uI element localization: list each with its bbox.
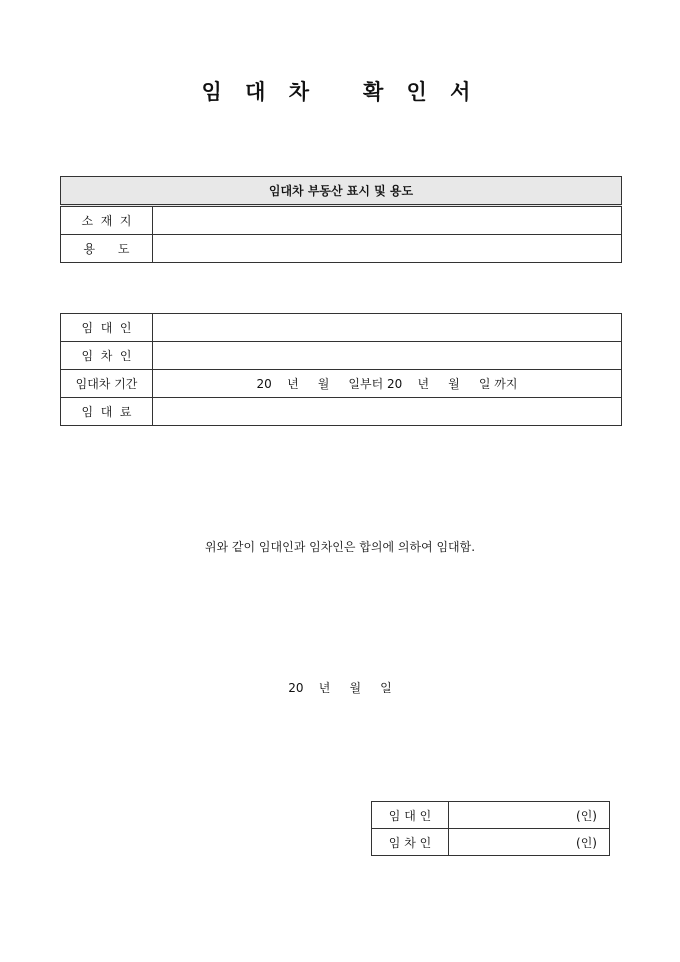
signature-lessee-label: 임 차 인 — [372, 829, 449, 856]
lease-period-field[interactable]: 20 년 월 일부터 20 년 월 일 까지 — [153, 370, 622, 398]
property-table — [60, 176, 622, 263]
signature-lessor-seal[interactable]: (인) — [449, 802, 610, 829]
signature-lessee-seal[interactable]: (인) — [449, 829, 610, 856]
lessee-field[interactable] — [153, 342, 622, 370]
lessor-label: 임 대 인 — [61, 314, 153, 342]
signature-lessor-label: 임 대 인 — [372, 802, 449, 829]
usage-field[interactable] — [153, 235, 622, 263]
parties-table — [60, 313, 622, 426]
location-label: 소 재 지 — [61, 206, 153, 235]
agreement-statement: 위와 같이 임대인과 임차인은 합의에 의하여 임대함. — [204, 540, 476, 554]
rent-field[interactable] — [153, 398, 622, 426]
lessor-field[interactable] — [153, 314, 622, 342]
signature-table — [371, 801, 610, 856]
rent-label: 임 대 료 — [61, 398, 153, 426]
date-line: 20 년 월 일 — [288, 681, 392, 695]
property-table-header: 임대차 부동산 표시 및 용도 — [61, 177, 622, 206]
lessee-label: 임 차 인 — [61, 342, 153, 370]
usage-label: 용 도 — [61, 235, 153, 263]
location-field[interactable] — [153, 206, 622, 235]
document-title: 임 대 차 확 인 서 — [201, 79, 479, 104]
lease-period-label: 임대차 기간 — [61, 370, 153, 398]
